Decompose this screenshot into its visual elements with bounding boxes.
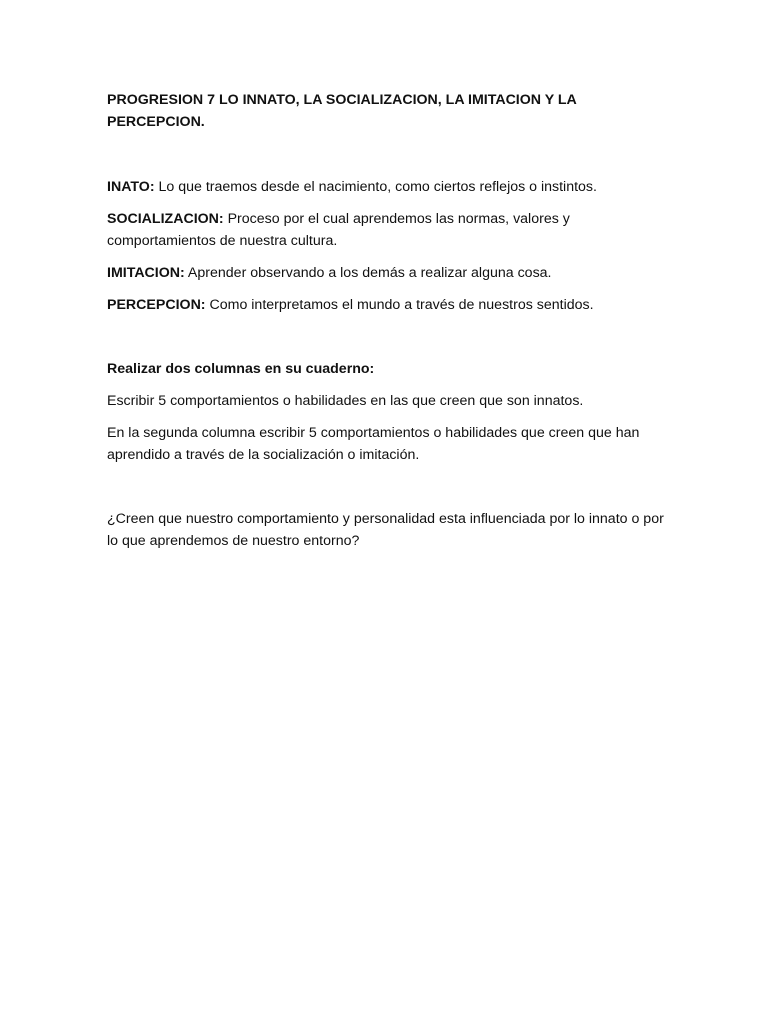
document-page bbox=[107, 89, 667, 552]
definition-text: Aprender observando a los demás a realizar alguna cosa. bbox=[184, 265, 552, 281]
definition-text: Proceso por el cual aprendemos las normas, valores y comportamientos de nuestra cultura. bbox=[107, 211, 570, 249]
definition-percepcion bbox=[107, 294, 667, 316]
definition-imitacion bbox=[107, 262, 667, 284]
definition-socializacion bbox=[107, 208, 667, 252]
activity-instruction-1: Escribir 5 comportamientos o habilidades en las que creen que son innatos. bbox=[107, 393, 584, 409]
definition-term: IMITACION: bbox=[107, 265, 185, 281]
definition-term: SOCIALIZACION: bbox=[107, 211, 224, 227]
definition-text: Lo que traemos desde el nacimiento, como ciertos reflejos o instintos. bbox=[154, 179, 597, 195]
definition-text: Como interpretamos el mundo a través de nuestros sentidos. bbox=[205, 297, 594, 313]
definition-innato bbox=[107, 176, 667, 198]
activity-heading: Realizar dos columnas en su cuaderno: bbox=[107, 361, 375, 377]
definition-term: PERCEPCION: bbox=[107, 297, 206, 313]
definition-term: INATO: bbox=[107, 179, 155, 195]
reflection-question: ¿Creen que nuestro comportamiento y personalidad esta influenciada por lo innato o por lo que aprendemos de nuestro entorno? bbox=[107, 511, 664, 549]
activity-instruction-2: En la segunda columna escribir 5 comportamientos o habilidades que creen que han aprendido a través de la socialización o imitación. bbox=[107, 425, 640, 463]
document-title: PROGRESION 7 LO INNATO, LA SOCIALIZACION, LA IMITACION Y LA PERCEPCION. bbox=[107, 92, 577, 130]
